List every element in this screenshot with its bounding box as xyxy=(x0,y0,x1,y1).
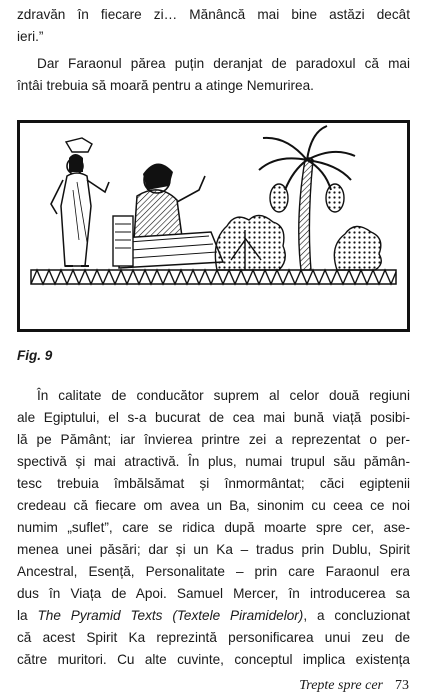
paragraph-line: zdravăn în fiecare zi… Mănâncă mai bine astăzi decât xyxy=(17,7,410,22)
paragraph-line: Dar Faraonul părea puțin deranjat de paradoxul că mai xyxy=(37,56,410,71)
figure-caption: Fig. 9 xyxy=(17,348,53,363)
paragraph-line: lă pe Pământ; iar învierea printre zei a reprezentat o per- xyxy=(17,432,410,447)
paragraph-line: că acest Spirit Ka reprezintă personificarea unui zeu de xyxy=(17,630,410,645)
figure-illustration xyxy=(17,120,410,332)
line-prefix: la xyxy=(17,608,38,623)
paragraph-line: întâi trebuia să moară pentru a atinge Nemurirea. xyxy=(17,78,314,93)
paragraph-line: menea unei păsări; dar și un Ka – tradus prin Dublu, Spirit xyxy=(17,542,410,557)
page-number: 73 xyxy=(395,678,409,693)
paragraph-line: spectivă și mai atractivă. În plus, numai trupul său pămân- xyxy=(17,454,410,469)
paragraph-line: ale Egiptului, el s-a bucurat de cea mai bună viață posibi- xyxy=(17,410,410,425)
line-suffix: , a concluzionat xyxy=(303,608,410,623)
paragraph-line: dus în Viața de Apoi. Samuel Mercer, în introducerea sa xyxy=(17,586,410,601)
running-head: Trepte spre cer xyxy=(299,678,383,693)
paragraph-line: numim „suflet”, care se ridica după moarte spre cer, ase- xyxy=(17,520,410,535)
paragraph-line: Ancestral, Esență, Personalitate – prin care Faraonul era xyxy=(17,564,410,579)
paragraph-line: ieri.” xyxy=(17,29,44,44)
page-footer xyxy=(299,678,409,694)
paragraph-line: credeau că fiecare om avea un Ba, sinonim cu ceea ce noi xyxy=(17,498,410,513)
egyptian-relief-drawing xyxy=(17,120,410,332)
paragraph-line: tesc trebuia îmbălsămat și înmormântat; căci egiptenii xyxy=(17,476,410,491)
book-title: The Pyramid Texts (Textele Piramidelor) xyxy=(37,608,304,623)
paragraph-line: În calitate de conducător suprem al celor două regiuni xyxy=(37,388,410,403)
paragraph-line: către muritori. Cu alte cuvinte, conceptul implica existența xyxy=(17,652,410,667)
paragraph-line xyxy=(17,605,410,627)
